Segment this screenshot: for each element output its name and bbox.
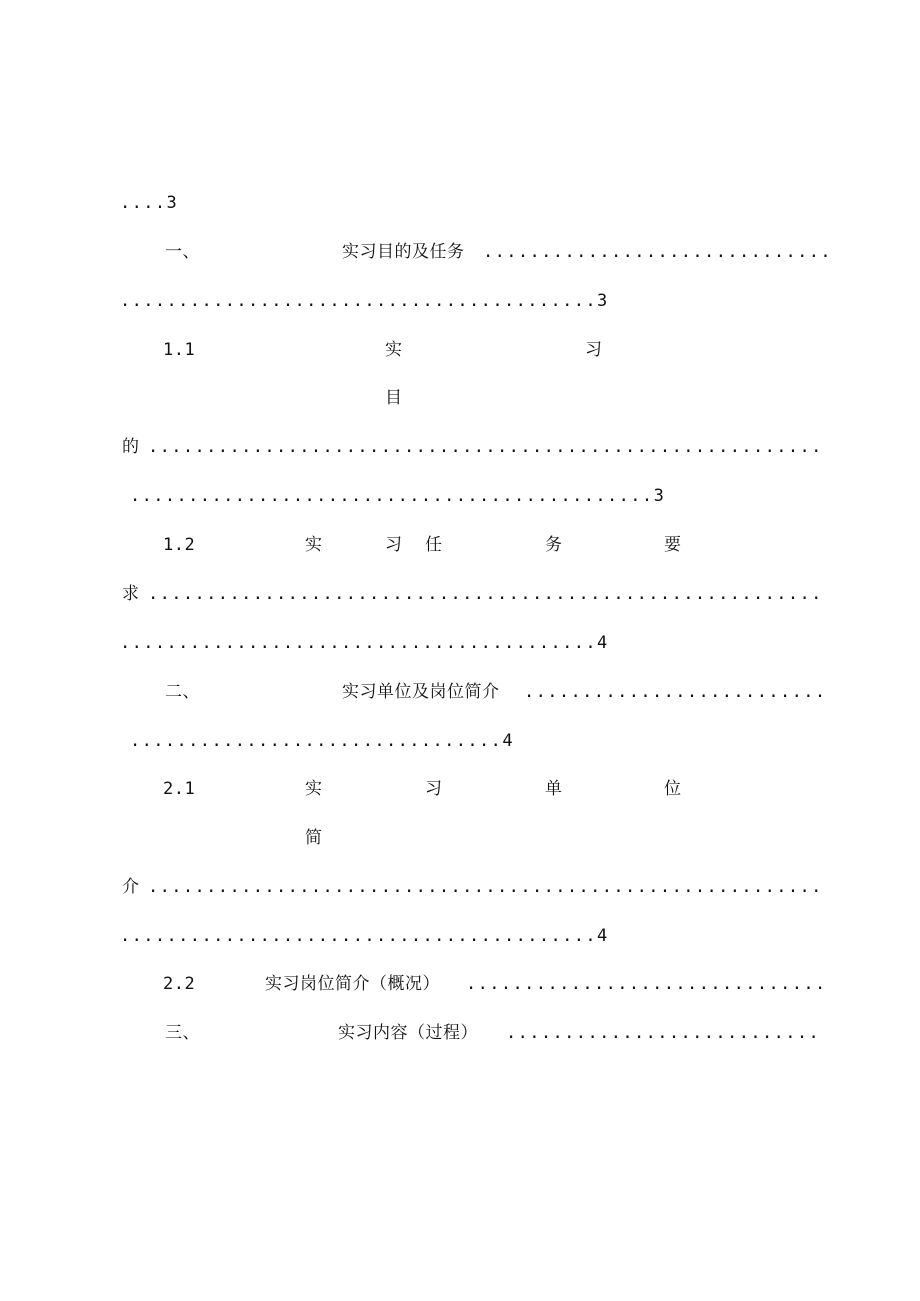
section-1-title[interactable]: 实习目的及任务 — [342, 242, 465, 262]
section-2-leader: .......................... — [524, 682, 827, 702]
section-1-1-leader-page: .............................................3 — [130, 486, 666, 506]
section-1-leader: .............................. — [483, 242, 833, 262]
section-3-leader: ........................... — [506, 1023, 821, 1043]
section-2-number: 二、 — [165, 682, 200, 702]
section-1-1-number: 1.1 — [163, 340, 196, 360]
section-2-1-leader-page: .........................................4 — [120, 926, 609, 946]
section-1-2-leader: .......................................................... — [148, 584, 823, 604]
section-1-2-char[interactable]: 习 — [385, 535, 403, 555]
section-1-1-char[interactable]: 目 — [385, 388, 403, 408]
section-1-1-char[interactable]: 实 — [385, 340, 403, 360]
section-1-1-char[interactable]: 的 — [122, 437, 140, 457]
section-3-title[interactable]: 实习内容（过程） — [338, 1023, 478, 1043]
section-2-1-char[interactable]: 介 — [122, 877, 140, 897]
toc-continuation: ....3 — [120, 193, 179, 213]
section-3-number: 三、 — [165, 1023, 200, 1043]
section-1-number: 一、 — [165, 242, 200, 262]
section-2-2-number: 2.2 — [163, 974, 196, 994]
section-1-2-char[interactable]: 任 — [425, 535, 443, 555]
section-2-leader-page: ................................4 — [130, 731, 514, 751]
section-2-1-char[interactable]: 简 — [305, 828, 323, 848]
section-2-2-leader: ............................... — [466, 974, 827, 994]
section-2-2-title[interactable]: 实习岗位简介（概况） — [265, 974, 440, 994]
section-1-1-leader: .......................................................... — [148, 437, 823, 457]
section-1-2-leader-page: .........................................4 — [120, 633, 609, 653]
section-1-1-char[interactable]: 习 — [585, 340, 603, 360]
section-2-title[interactable]: 实习单位及岗位简介 — [342, 682, 500, 702]
section-1-2-char[interactable]: 要 — [664, 535, 682, 555]
section-1-2-char[interactable]: 实 — [305, 535, 323, 555]
section-2-1-char[interactable]: 实 — [305, 779, 323, 799]
section-2-1-leader: .......................................................... — [148, 877, 823, 897]
section-1-leader-page: .........................................3 — [120, 291, 609, 311]
section-2-1-number: 2.1 — [163, 779, 196, 799]
section-2-1-char[interactable]: 习 — [425, 779, 443, 799]
section-1-2-char[interactable]: 求 — [122, 584, 140, 604]
section-2-1-char[interactable]: 位 — [664, 779, 682, 799]
section-1-2-char[interactable]: 务 — [545, 535, 563, 555]
section-2-1-char[interactable]: 单 — [545, 779, 563, 799]
section-1-2-number: 1.2 — [163, 535, 196, 555]
